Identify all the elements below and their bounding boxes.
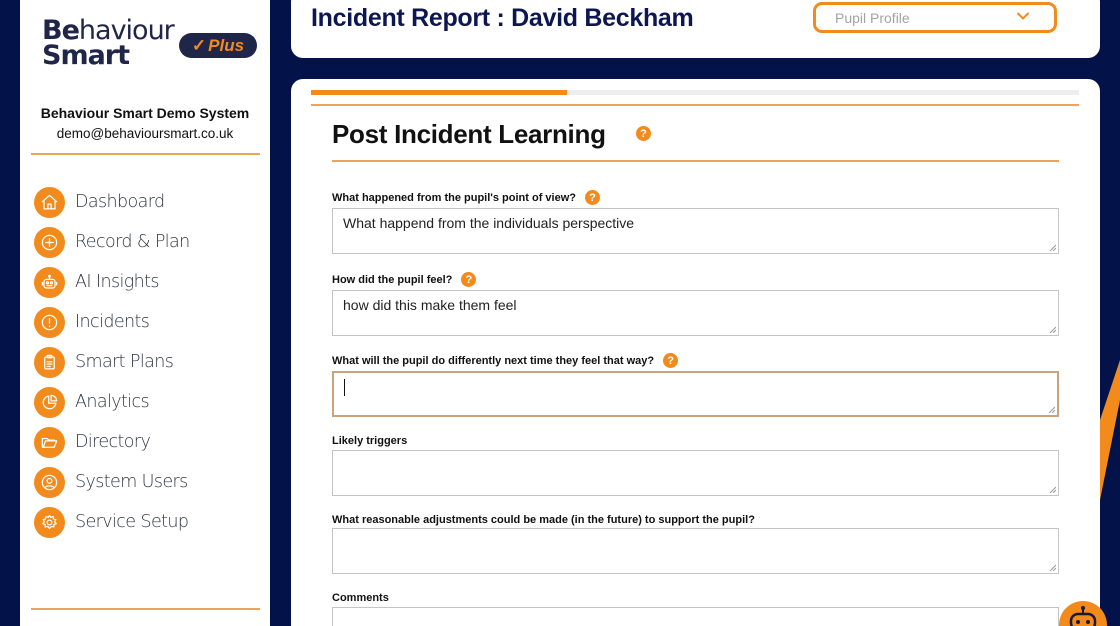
text-caret <box>344 379 345 396</box>
decorative-stripe <box>1100 360 1120 500</box>
home-icon <box>34 187 65 218</box>
help-icon[interactable]: ? <box>461 272 476 287</box>
sidebar-item-label: System Users <box>75 472 188 492</box>
folder-icon <box>34 427 65 458</box>
robot-icon <box>34 267 65 298</box>
sidebar-item-directory[interactable] <box>34 422 190 462</box>
label-text: Comments <box>332 592 389 604</box>
label-text: What will the pupil do differently next time they feel that way? <box>332 354 655 367</box>
divider <box>31 608 260 610</box>
clipboard-icon <box>34 347 65 378</box>
pupil-view-textarea[interactable] <box>332 208 1059 254</box>
do-differently-textarea[interactable] <box>332 371 1059 417</box>
sidebar-item-analytics[interactable] <box>34 382 190 422</box>
gear-icon <box>34 507 65 538</box>
field-label-comments <box>332 592 389 604</box>
field-label-pupil-feel <box>332 272 476 287</box>
field-label-do-differently <box>332 353 678 368</box>
divider <box>311 104 1079 106</box>
label-text: How did the pupil feel? <box>332 273 453 286</box>
sidebar <box>20 0 270 626</box>
sidebar-item-incidents[interactable] <box>34 302 190 342</box>
chevron-down-icon <box>1016 9 1030 23</box>
sidebar-item-label: Incidents <box>75 312 150 332</box>
sidebar-item-system-users[interactable] <box>34 462 190 502</box>
select-value: Pupil Profile <box>835 9 910 26</box>
sidebar-item-label: AI Insights <box>75 272 159 292</box>
help-icon[interactable]: ? <box>663 353 678 368</box>
divider <box>31 153 260 155</box>
header-card <box>291 0 1100 58</box>
plus-badge-label: Plus <box>208 35 245 55</box>
sidebar-item-label: Record & Plan <box>75 232 190 252</box>
sidebar-item-dashboard[interactable] <box>34 182 190 222</box>
plus-circle-icon <box>34 227 65 258</box>
sidebar-item-smart-plans[interactable] <box>34 342 190 382</box>
divider <box>332 160 1059 162</box>
sidebar-nav <box>34 182 190 542</box>
help-icon[interactable]: ? <box>636 126 651 141</box>
resize-grip-icon[interactable] <box>1049 326 1056 333</box>
sidebar-item-label: Directory <box>75 432 151 452</box>
resize-grip-icon[interactable] <box>1049 486 1056 493</box>
label-text: Likely triggers <box>332 435 408 447</box>
progress-fill <box>311 90 567 95</box>
ai-assistant-button[interactable] <box>1059 601 1107 626</box>
behaviour-smart-logo[interactable] <box>42 15 245 71</box>
alert-icon <box>34 307 65 338</box>
check-icon: ✓ <box>191 35 207 55</box>
sidebar-item-ai-insights[interactable] <box>34 262 190 302</box>
logo-text-smart: Smart <box>42 40 130 71</box>
plus-badge <box>179 33 257 58</box>
textarea-value: What happend from the individuals perspective <box>343 215 635 231</box>
pupil-feel-textarea[interactable] <box>332 290 1059 336</box>
org-name: Behaviour Smart Demo System <box>40 105 250 121</box>
sidebar-item-label: Smart Plans <box>75 352 174 372</box>
sidebar-item-label: Service Setup <box>75 512 189 532</box>
textarea-value: how did this make them feel <box>343 297 517 313</box>
help-icon[interactable]: ? <box>585 190 600 205</box>
label-text: What happened from the pupil's point of view? <box>332 191 576 204</box>
sidebar-item-record-plan[interactable] <box>34 222 190 262</box>
sidebar-item-label: Analytics <box>75 392 150 412</box>
resize-grip-icon[interactable] <box>1049 244 1056 251</box>
sidebar-item-label: Dashboard <box>75 192 165 212</box>
logo-text-haviour: haviour <box>78 15 174 46</box>
logo-text-be: Be <box>42 15 79 46</box>
resize-grip-icon[interactable] <box>1048 406 1055 413</box>
resize-grip-icon[interactable] <box>1049 564 1056 571</box>
section-title: Post Incident Learning <box>332 119 606 149</box>
reasonable-adjustments-textarea[interactable] <box>332 528 1059 574</box>
page-title: Incident Report : David Beckham <box>311 4 694 32</box>
pupil-profile-select[interactable] <box>813 2 1057 33</box>
sidebar-item-service-setup[interactable] <box>34 502 190 542</box>
comments-textarea[interactable] <box>332 607 1059 626</box>
likely-triggers-textarea[interactable] <box>332 450 1059 496</box>
pie-chart-icon <box>34 387 65 418</box>
post-incident-learning-card <box>291 79 1100 626</box>
robot-icon <box>1059 601 1107 626</box>
field-label-pupil-view <box>332 190 600 205</box>
field-label-likely-triggers <box>332 435 407 447</box>
org-email: demo@behavioursmart.co.uk <box>56 126 234 141</box>
field-label-reasonable-adjustments <box>332 514 755 526</box>
user-icon <box>34 467 65 498</box>
progress-bar <box>311 90 1079 95</box>
label-text: What reasonable adjustments could be made (in the future) to support the pupil? <box>332 514 755 526</box>
